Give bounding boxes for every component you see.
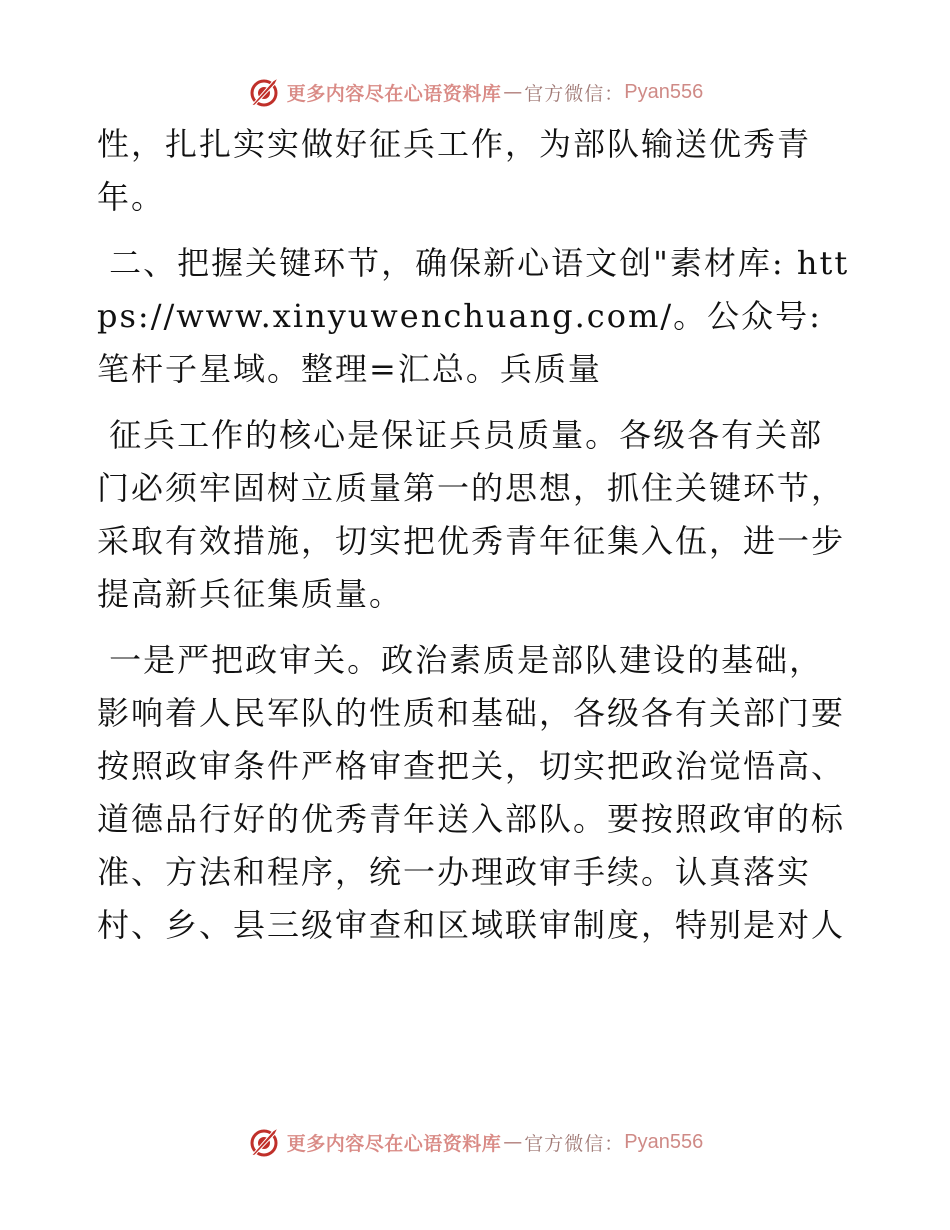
header-dash: — <box>503 81 523 103</box>
header-wechat-id: Pyan556 <box>624 80 704 103</box>
footer-banner <box>0 1122 950 1162</box>
paragraph-2: 二、把握关键环节，确保新心语文创"素材库: https://www.xinyuwenchuang.com/。公众号: 笔杆子星域。整理=汇总。兵质量 <box>97 244 850 388</box>
header-banner <box>0 72 950 112</box>
header-wechat-label: 官方微信： <box>524 82 625 105</box>
paragraph-4: 一是严把政审关。政治素质是部队建设的基础，影响着人民军队的性质和基础，各级各有关部门要按照政审条件严格审查把关，切实把政治觉悟高、道德品行好的优秀青年送入部队。要按照政审的标准、方法和程序，统一办理政审手续。认真落实村、乡、县三级审查和区域联审制度，特别是对人 <box>97 641 846 944</box>
footer-wechat-label: 官方微信： <box>524 1132 625 1155</box>
footer-brand-text: 更多内容尽在心语资料库 <box>286 1132 502 1155</box>
quill-pen-logo-icon <box>247 75 281 109</box>
paragraph-1: 性，扎扎实实做好征兵工作，为部队输送优秀青年。 <box>97 125 812 216</box>
header-brand-text: 更多内容尽在心语资料库 <box>286 82 502 105</box>
footer-dash: — <box>503 1131 523 1153</box>
paragraph-3: 征兵工作的核心是保证兵员质量。各级各有关部门必须牢固树立质量第一的思想，抓住关键环节，采取有效措施，切实把优秀青年征集入伍，进一步提高新兵征集质量。 <box>97 416 846 613</box>
document-body <box>97 118 857 952</box>
quill-pen-logo-icon <box>247 1125 281 1159</box>
footer-wechat-id: Pyan556 <box>624 1130 704 1153</box>
